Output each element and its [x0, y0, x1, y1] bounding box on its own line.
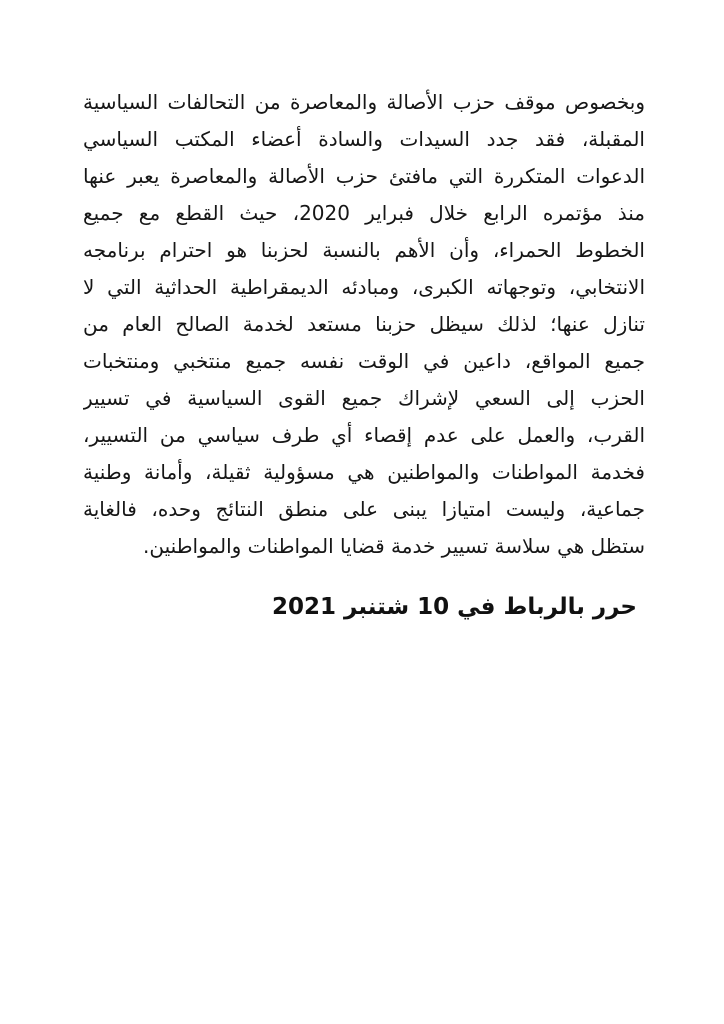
paragraph-line: تنازل عنها؛ لذلك سيظل حزبنا مستعد لخدمة الصالح العام من — [83, 312, 645, 336]
paragraph-line: وبخصوص موقف حزب الأصالة والمعاصرة من التحالفات السياسية — [83, 90, 645, 114]
paragraph-line: منذ مؤتمره الرابع خلال فبراير 2020، حيث القطع مع جميع — [83, 201, 645, 225]
paragraph-line: جماعية، وليست امتيازا يبنى على منطق النتائج وحده، فالغاية — [83, 497, 645, 521]
paragraph-line: فخدمة المواطنات والمواطنين هي مسؤولية ثقيلة، وأمانة وطنية — [83, 460, 645, 484]
paragraph-line: ستظل هي سلاسة تسيير خدمة قضايا المواطنات والمواطنين. — [142, 534, 645, 558]
paragraph-line: الحزب إلى السعي لإشراك جميع القوى السياسية في تسيير — [83, 386, 645, 410]
paragraph-line: الدعوات المتكررة التي مافتئ حزب الأصالة والمعاصرة يعبر عنها — [83, 164, 645, 188]
paragraph-line: المقبلة، فقد جدد السيدات والسادة أعضاء المكتب السياسي — [83, 127, 645, 151]
paragraph-line: الانتخابي، وتوجهاته الكبرى، ومبادئه الديمقراطية الحداثية التي لا — [83, 275, 645, 299]
paragraph — [83, 84, 645, 565]
paragraph-line: القرب، والعمل على عدم إقصاء أي طرف سياسي من التسيير، — [83, 423, 645, 447]
dateline: حرر بالرباط في 10 شتنبر 2021 — [272, 594, 637, 620]
paragraph-line: الخطوط الحمراء، وأن الأهم بالنسبة لحزبنا هو احترام برنامجه — [83, 238, 645, 262]
paragraph-line: جميع المواقع، داعين في الوقت نفسه جميع منتخبي ومنتخبات — [83, 349, 645, 373]
